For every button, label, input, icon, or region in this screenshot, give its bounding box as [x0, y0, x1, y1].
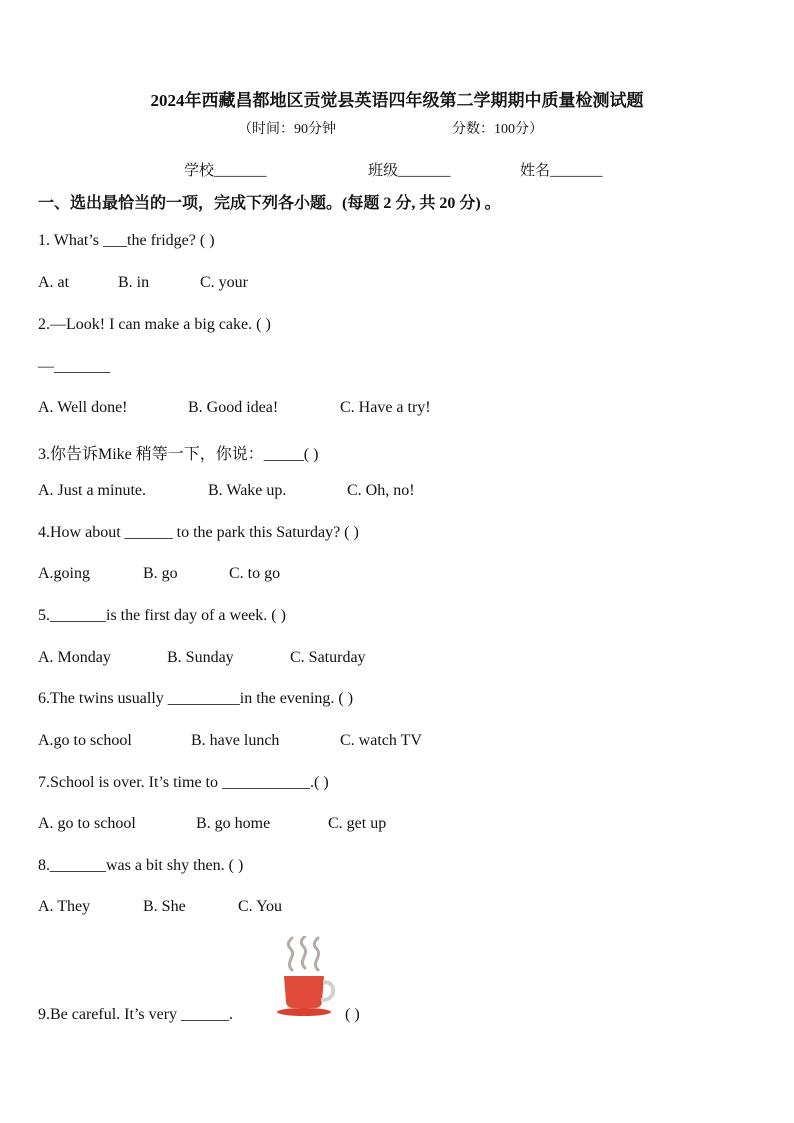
- question-1: 1. What’s ___the fridge? ( ): [38, 232, 215, 249]
- class-field: 班级_______: [368, 163, 451, 179]
- question-4: 4.How about ______ to the park this Saturday? ( ): [38, 524, 359, 541]
- q7-option-b: B. go home: [196, 815, 271, 832]
- q9-bracket: ( ): [345, 1006, 360, 1023]
- q3-option-a: A. Just a minute.: [38, 482, 146, 499]
- q6-option-c: C. watch TV: [340, 732, 422, 749]
- question-9: 9.Be careful. It’s very ______.: [38, 1006, 234, 1023]
- section-title: 一、选出最恰当的一项，完成下列各小题。(每题 2 分, 共 20 分) 。: [38, 195, 501, 212]
- q4-option-a: A.going: [38, 565, 90, 582]
- q4-option-b: B. go: [143, 565, 178, 582]
- q6-option-b: B. have lunch: [191, 732, 280, 749]
- q7-option-a: A. go to school: [38, 815, 136, 832]
- q6-option-a: A.go to school: [38, 732, 132, 749]
- q5-option-c: C. Saturday: [290, 649, 366, 666]
- question-5: 5._______is the first day of a week. ( ): [38, 607, 286, 624]
- school-field: 学校_______: [184, 163, 267, 179]
- question-8: 8._______was a bit shy then. ( ): [38, 857, 244, 874]
- q5-option-b: B. Sunday: [167, 649, 234, 666]
- q4-option-c: C. to go: [229, 565, 281, 582]
- q8-option-b: B. She: [143, 898, 186, 915]
- question-2: 2.—Look! I can make a big cake. ( ): [38, 316, 271, 333]
- q7-option-c: C. get up: [328, 815, 387, 832]
- hot-cup-icon: [276, 936, 338, 1018]
- q1-option-b: B. in: [118, 274, 150, 291]
- q2-option-b: B. Good idea!: [188, 399, 279, 416]
- question-3: 3.你告诉Mike 稍等一下，你说：_____( ): [38, 446, 319, 463]
- question-7: 7.School is over. It’s time to ___________.( ): [38, 774, 329, 791]
- page-title: 2024年西藏昌都地区贡觉县英语四年级第二学期期中质量检测试题: [150, 91, 644, 110]
- q8-option-a: A. They: [38, 898, 91, 915]
- question-6: 6.The twins usually _________in the evening. ( ): [38, 690, 354, 707]
- q1-option-a: A. at: [38, 274, 70, 291]
- q2-answer-line: —_______: [38, 358, 110, 375]
- q3-option-c: C. Oh, no!: [347, 482, 415, 499]
- q1-option-c: C. your: [200, 274, 248, 291]
- q3-option-b: B. Wake up.: [208, 482, 287, 499]
- q2-option-a: A. Well done!: [38, 399, 128, 416]
- name-field: 姓名_______: [520, 163, 603, 179]
- time-info: （时间：90分钟: [238, 122, 336, 137]
- score-info: 分数：100分）: [452, 122, 543, 137]
- q2-option-c: C. Have a try!: [340, 399, 431, 416]
- q8-option-c: C. You: [238, 898, 283, 915]
- q5-option-a: A. Monday: [38, 649, 111, 666]
